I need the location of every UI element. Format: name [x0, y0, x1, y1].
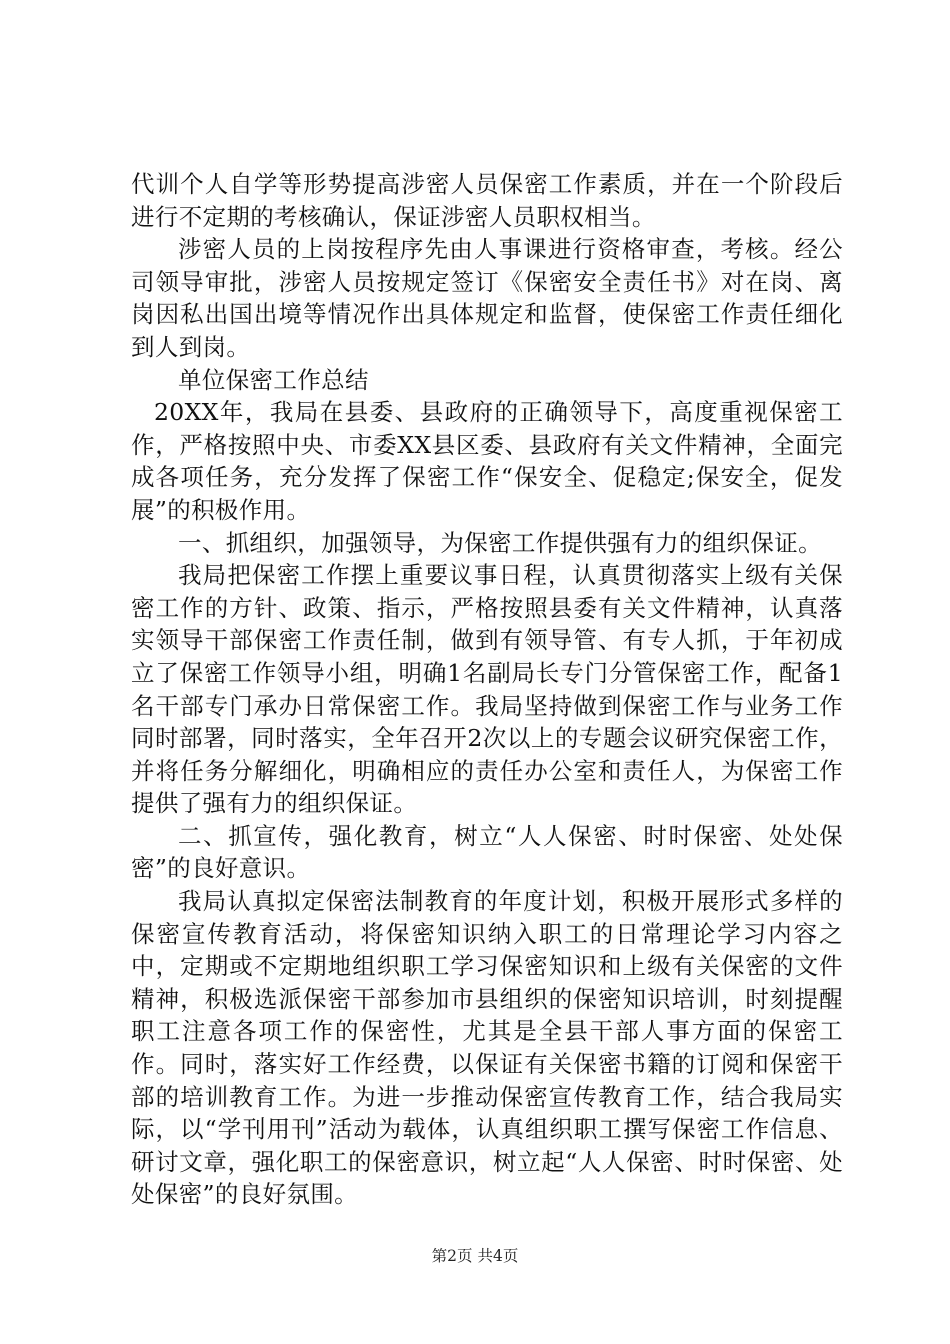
section-title: 单位保密工作总结	[178, 365, 369, 394]
paragraph-1: 代训个人自学等形势提高涉密人员保密工作素质，并在一个阶段后进行不定期的考核确认，保证涉密人员职权相当。	[131, 170, 843, 231]
document-body	[131, 168, 843, 1211]
paragraph-5: 我局认真拟定保密法制教育的年度计划，积极开展形式多样的保密宣传教育活动，将保密知识纳入职工的日常理论学习内容之中，定期或不定期地组织职工学习保密知识和上级有关保密的文件精神，积极选派保密干部参加市县组织的保密知识培训，时刻提醒职工注意各项工作的保密性，尤其是全县干部人事方面的保密工作。同时，落实好工作经费，以保证有关保密书籍的订阅和保密干部的培训教育工作。为进一步推动保密宣传教育工作，结合我局实际，以“学刊用刊”活动为载体，认真组织职工撰写保密工作信息、研讨文章，强化职工的保密意识，树立起“人人保密、时时保密、处处保密”的良好氛围。	[131, 887, 843, 1209]
heading-1: 一、抓组织，加强领导，为保密工作提供强有力的组织保证。	[178, 528, 822, 557]
page-number: 第2页 共4页	[431, 1247, 519, 1265]
paragraph-3: 20XX年，我局在县委、县政府的正确领导下，高度重视保密工作，严格按照中央、市委XX县区委、县政府有关文件精神，全面完成各项任务，充分发挥了保密工作“保安全、促稳定;保安全，促发展”的积极作用。	[131, 398, 843, 524]
paragraph-4: 我局把保密工作摆上重要议事日程，认真贯彻落实上级有关保密工作的方针、政策、指示，严格按照县委有关文件精神，认真落实领导干部保密工作责任制，做到有领导管、有专人抓，于年初成立了保密工作领导小组，明确1名副局长专门分管保密工作，配备1名干部专门承办日常保密工作。我局坚持做到保密工作与业务工作同时部署，同时落实，全年召开2次以上的专题会议研究保密工作，并将任务分解细化，明确相应的责任办公室和责任人，为保密工作提供了强有力的组织保证。	[131, 561, 843, 818]
paragraph-2: 涉密人员的上岗按程序先由人事课进行资格审查，考核。经公司领导审批，涉密人员按规定签订《保密安全责任书》对在岗、离岗因私出国出境等情况作出具体规定和监督，使保密工作责任细化到人到岗。	[131, 235, 843, 361]
heading-2: 二、抓宣传，强化教育，树立“人人保密、时时保密、处处保密”的良好意识。	[131, 821, 843, 883]
